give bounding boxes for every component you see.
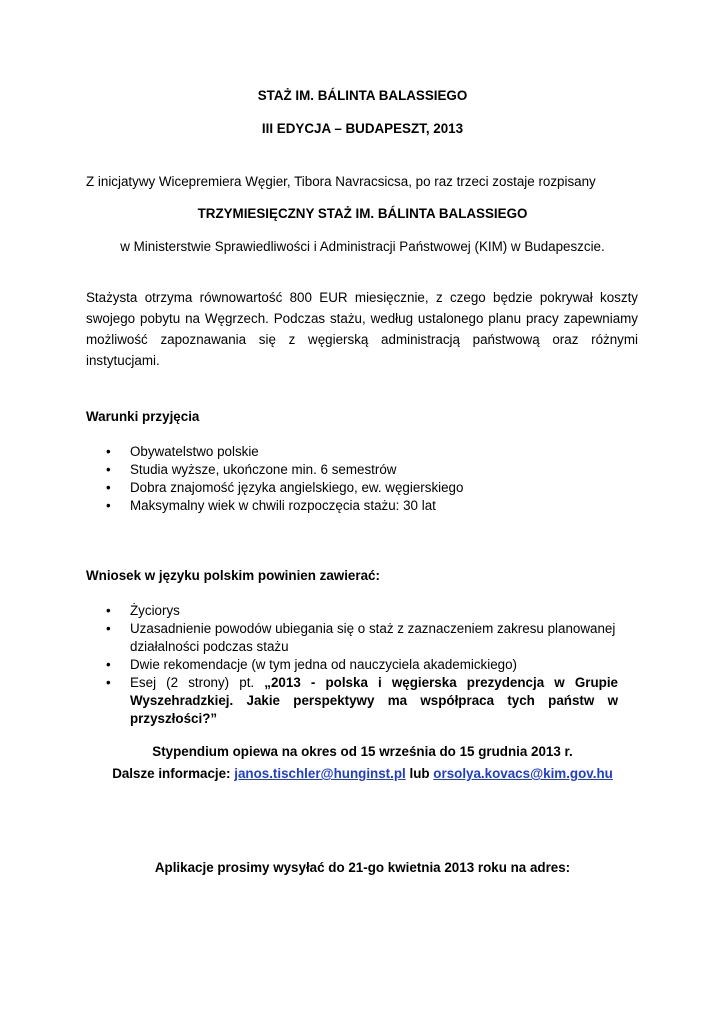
list-item: • Obywatelstwo polskie: [106, 444, 259, 459]
list-item: • Maksymalny wiek w chwili rozpoczęcia stażu: 30 lat: [106, 498, 436, 513]
more-info-label: Dalsze informacje:: [112, 766, 235, 781]
bullet-icon: •: [106, 675, 111, 690]
application-list: [86, 602, 646, 728]
email-link-tischler[interactable]: janos.tischler@hunginst.pl: [234, 766, 406, 781]
bullet-icon: •: [106, 498, 111, 513]
list-item: • Dobra znajomość języka angielskiego, ew. węgierskiego: [106, 480, 464, 495]
bullet-icon: •: [106, 621, 111, 636]
intro-line: Z inicjatywy Wicepremiera Węgier, Tibora Navracsicsa, po raz trzeci zostaje rozpisany: [86, 174, 596, 189]
list-item: • Uzasadnienie powodów ubiegania się o staż z zaznaczeniem zakresu planowanej działalności podczas stażu: [106, 621, 616, 654]
list-item: • Studia wyższe, ukończone min. 6 semestrów: [106, 462, 397, 477]
description-paragraph: Stażysta otrzyma równowartość 800 EUR miesięcznie, z czego będzie pokrywał koszty swojego pobytu na Węgrzech. Podczas stażu, według ustalonego planu pracy zapewniamy możliwość zapoznawania się z węgierską administracją państwową oraz różnymi instytucjami.: [86, 290, 638, 368]
bullet-icon: •: [106, 462, 111, 477]
bullet-icon: •: [106, 603, 111, 618]
list-item: • Dwie rekomendacje (w tym jedna od nauczyciela akademickiego): [106, 657, 518, 672]
conditions-list: [86, 443, 646, 515]
stipend-period: Stypendium opiewa na okres od 15 września do 15 grudnia 2013 r.: [152, 744, 573, 759]
list-item: [86, 674, 646, 728]
bullet-icon: •: [106, 444, 111, 459]
essay-prefix: Esej (2 strony) pt.: [130, 675, 265, 690]
email-link-kovacs[interactable]: orsolya.kovacs@kim.gov.hu: [433, 766, 613, 781]
contact-line: [0, 765, 725, 783]
conditions-heading: Warunki przyjęcia: [86, 409, 200, 424]
or-label: lub: [405, 766, 434, 781]
document-title: STAŻ IM. BÁLINTA BALASSIEGO: [257, 88, 468, 103]
application-heading: Wniosek w języku polskim powinien zawierać:: [86, 568, 380, 583]
program-name: TRZYMIESIĘCZNY STAŻ IM. BÁLINTA BALASSIEGO: [197, 206, 528, 221]
essay-title: „2013 - polska i węgierska prezydencja w Grupie Wyszehradzkiej. Jakie perspektywy ma współpraca tych państw w przyszłości?”: [130, 675, 618, 726]
edition-subtitle: III EDYCJA – BUDAPESZT, 2013: [261, 121, 464, 136]
program-location: w Ministerstwie Sprawiedliwości i Administracji Państwowej (KIM) w Budapeszcie.: [120, 239, 605, 254]
list-item: • Życiorys: [106, 603, 180, 618]
bullet-icon: •: [106, 480, 111, 495]
bullet-icon: •: [106, 657, 111, 672]
application-deadline: Aplikacje prosimy wysyłać do 21-go kwietnia 2013 roku na adres:: [154, 860, 571, 875]
